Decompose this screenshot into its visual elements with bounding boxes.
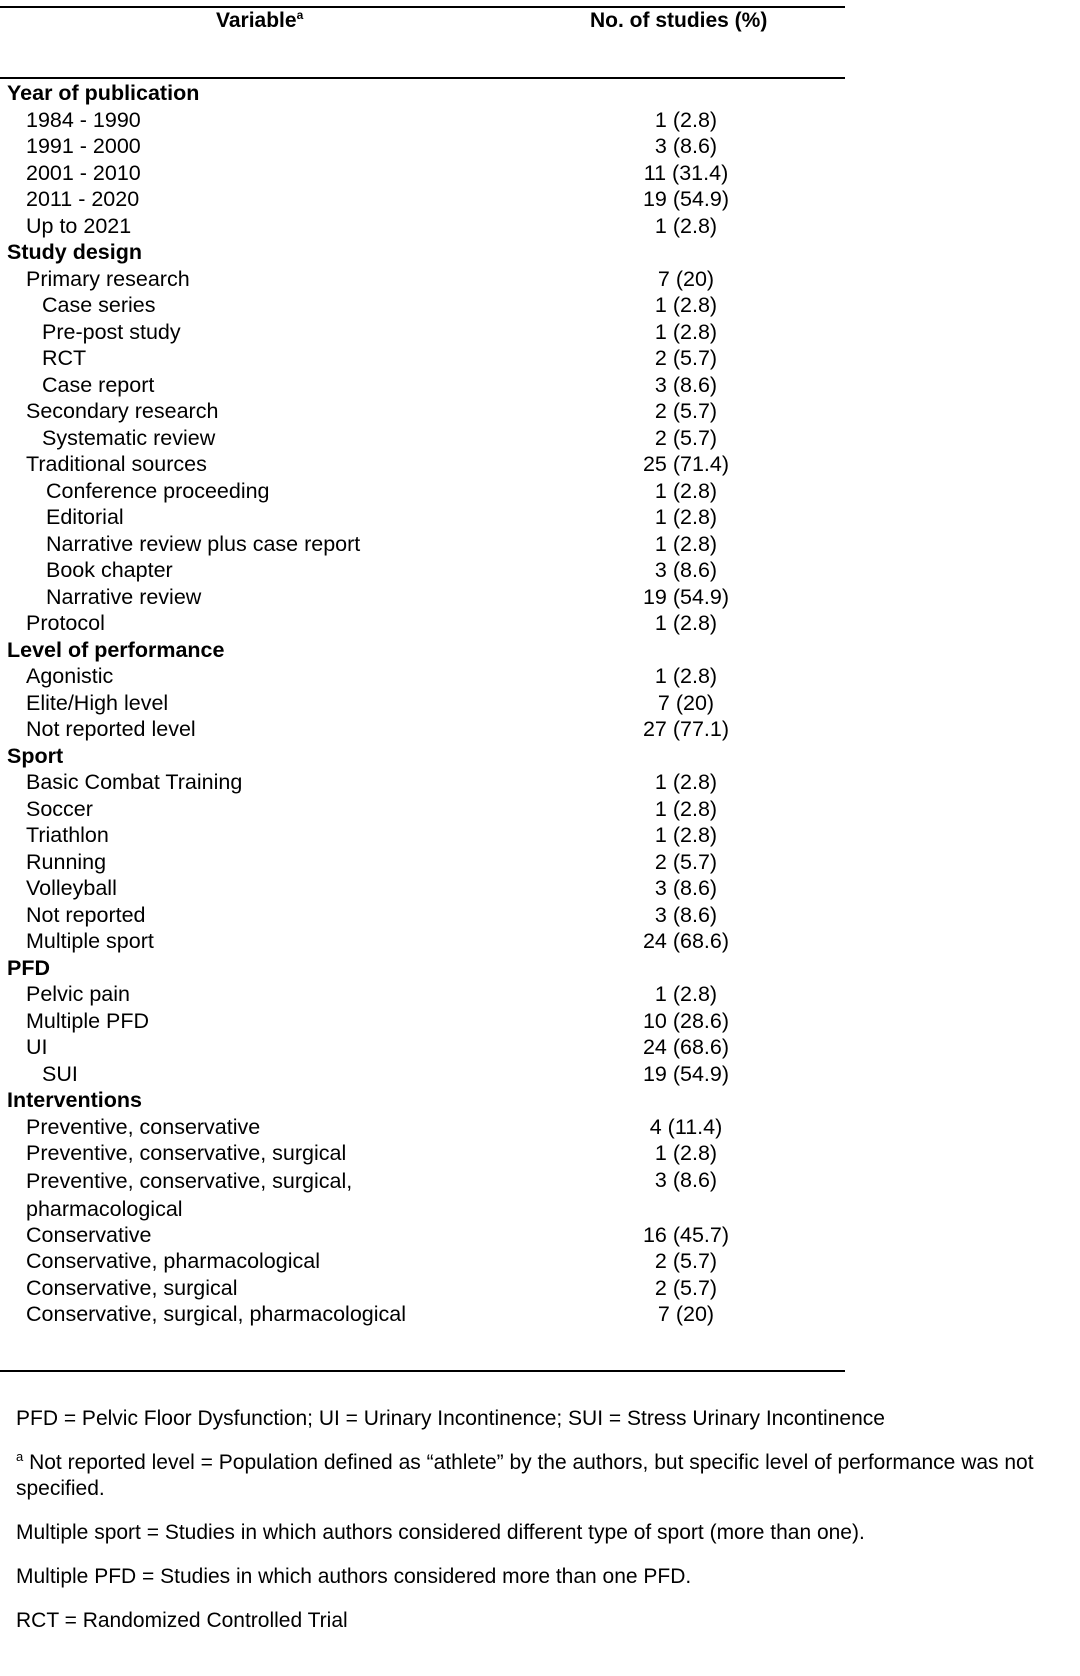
row-label: Secondary research: [26, 399, 219, 423]
row-label: Preventive, conservative: [26, 1114, 261, 1139]
row-label: Running: [26, 849, 107, 874]
row-label: Multiple PFD: [26, 1008, 150, 1033]
row-label: Conference proceeding: [46, 478, 270, 503]
row-label: 1984 - 1990: [26, 107, 141, 132]
table-row: [0, 372, 845, 399]
row-value: 1 (2.8): [654, 531, 718, 556]
row-value: 1 (2.8): [654, 107, 718, 132]
table-row: [0, 160, 845, 187]
row-value: 7 (20): [657, 266, 715, 291]
category-row: [0, 637, 845, 664]
table-row: [0, 557, 845, 584]
row-label: Conservative: [26, 1222, 152, 1247]
table-row: [0, 266, 845, 293]
row-label: Book chapter: [46, 558, 173, 582]
row-label: 2011 - 2020: [26, 187, 140, 211]
table-row: [0, 1114, 845, 1141]
row-label: Pelvic pain: [26, 982, 130, 1006]
column-header-count: No. of studies (%): [590, 9, 768, 32]
row-value: 2 (5.7): [654, 399, 718, 423]
row-label: Not reported level: [26, 717, 196, 741]
column-header-variable-text: Variable: [216, 9, 297, 32]
row-label: Not reported: [26, 902, 146, 927]
row-label: Study design: [7, 240, 142, 264]
row-label: Case report: [42, 372, 155, 397]
row-value: 7 (20): [657, 690, 715, 715]
table-row: [0, 1034, 845, 1061]
row-label: Interventions: [7, 1088, 142, 1112]
table-row: [0, 1275, 845, 1302]
row-value: 3 (8.6): [654, 372, 718, 397]
row-label: Conservative, surgical, pharmacological: [26, 1302, 407, 1326]
table-row: [0, 584, 845, 611]
row-value: 2 (5.7): [654, 849, 718, 874]
row-value: 3 (8.6): [654, 876, 718, 900]
header-bottom-rule: [0, 77, 845, 79]
table-row: [0, 398, 845, 425]
row-value: 3 (8.6): [654, 134, 718, 158]
table-row: [0, 663, 845, 690]
table-row: [0, 213, 845, 240]
row-value: 1 (2.8): [654, 505, 718, 529]
rct-note: RCT = Randomized Controlled Trial: [16, 1609, 348, 1632]
row-value: 10 (28.6): [642, 1008, 730, 1033]
row-label: Narrative review: [46, 584, 202, 609]
category-row: [0, 743, 845, 770]
row-label: Sport: [7, 743, 64, 768]
row-label: Conservative, surgical: [26, 1275, 238, 1300]
row-label: Primary research: [26, 266, 190, 291]
table-row: [0, 928, 845, 955]
row-value: 3 (8.6): [654, 558, 718, 582]
table-row: [0, 1140, 845, 1167]
table-notes: [16, 1406, 1056, 1652]
footnote-a-marker: a: [16, 1449, 24, 1464]
category-row: [0, 1087, 845, 1114]
row-label: Volleyball: [26, 876, 117, 900]
table-row: [0, 133, 845, 160]
row-value: 7 (20): [657, 1302, 715, 1326]
row-label: SUI: [42, 1061, 78, 1086]
row-value: 1 (2.8): [654, 770, 718, 794]
multiple-pfd-note: Multiple PFD = Studies in which authors considered more than one PFD.: [16, 1565, 692, 1588]
row-label: Up to 2021: [26, 213, 132, 238]
table-row: [0, 319, 845, 346]
table-row: [0, 690, 845, 717]
row-value: 24 (68.6): [642, 929, 730, 953]
table-bottom-rule: [0, 1370, 845, 1372]
row-value: 27 (77.1): [642, 717, 730, 741]
table-row: [0, 849, 845, 876]
row-value: 2 (5.7): [654, 346, 718, 370]
row-value: 2 (5.7): [654, 425, 718, 450]
row-label: Preventive, conservative, surgical: [26, 1141, 347, 1165]
row-label: Level of performance: [7, 637, 225, 662]
row-value: 3 (8.6): [654, 902, 718, 927]
row-label: Conservative, pharmacological: [26, 1249, 320, 1273]
row-label: Systematic review: [42, 425, 216, 450]
table-row: [0, 345, 845, 372]
table-row: [0, 875, 845, 902]
row-label: Case series: [42, 293, 156, 317]
row-value: 1 (2.8): [654, 319, 718, 344]
category-row: [0, 955, 845, 982]
table-row: [0, 292, 845, 319]
table-row: [0, 504, 845, 531]
table-row: [0, 981, 845, 1008]
footnote-a-text: Not reported level = Population defined as “athlete” by the authors, but specific level of performance was not specified.: [16, 1451, 1034, 1500]
table-body: [0, 80, 845, 1328]
table-row: [0, 1167, 845, 1222]
row-label: Preventive, conservative, surgical, pharmacological: [26, 1168, 353, 1221]
row-label: Protocol: [26, 611, 105, 635]
footnote-marker: a: [296, 8, 304, 22]
row-value: 1 (2.8): [654, 213, 718, 238]
row-value: 19 (54.9): [642, 187, 730, 211]
row-label: Multiple sport: [26, 929, 154, 953]
row-value: 16 (45.7): [642, 1222, 730, 1247]
row-value: 2 (5.7): [654, 1249, 718, 1273]
multiple-sport-note: Multiple sport = Studies in which authors considered different type of sport (more than one).: [16, 1521, 865, 1544]
table-row: [0, 107, 845, 134]
row-label: 2001 - 2010: [26, 160, 141, 185]
table-row: [0, 610, 845, 637]
table-row: [0, 796, 845, 823]
abbreviations-note: PFD = Pelvic Floor Dysfunction; UI = Urinary Incontinence; SUI = Stress Urinary Incontinence: [16, 1407, 885, 1430]
row-value: 2 (5.7): [654, 1275, 718, 1300]
row-value: 1 (2.8): [654, 1141, 718, 1165]
table-row: [0, 1222, 845, 1249]
row-value: 1 (2.8): [654, 982, 718, 1006]
row-label: Triathlon: [26, 823, 109, 847]
row-value: 1 (2.8): [654, 823, 718, 847]
row-value: 1 (2.8): [654, 611, 718, 635]
row-label: PFD: [7, 955, 50, 980]
row-label: Traditional sources: [26, 452, 207, 476]
table-row: [0, 1248, 845, 1275]
row-value: 25 (71.4): [642, 452, 730, 476]
row-value: 19 (54.9): [642, 584, 730, 609]
table-row: [0, 716, 845, 743]
column-header-variable: [216, 8, 303, 34]
row-label: 1991 - 2000: [26, 134, 141, 158]
row-value: 1 (2.8): [654, 478, 718, 503]
row-value: 11 (31.4): [643, 160, 729, 185]
row-value: 19 (54.9): [642, 1061, 730, 1086]
row-label: Narrative review plus case report: [46, 531, 361, 556]
row-value: 1 (2.8): [654, 664, 718, 688]
table-row: [0, 451, 845, 478]
category-row: [0, 239, 845, 266]
row-label: Year of publication: [7, 81, 200, 105]
footnote-a: [16, 1450, 1056, 1502]
table-row: [0, 478, 845, 505]
row-label: Soccer: [26, 796, 93, 821]
row-value: 24 (68.6): [642, 1035, 730, 1059]
table-row: [0, 531, 845, 558]
table-row: [0, 186, 845, 213]
row-value: 3 (8.6): [654, 1167, 718, 1192]
table-row: [0, 822, 845, 849]
row-label: Editorial: [46, 505, 124, 529]
row-value: 1 (2.8): [654, 796, 718, 821]
category-row: [0, 80, 845, 107]
row-value: 1 (2.8): [654, 293, 718, 317]
table-row: [0, 425, 845, 452]
row-label: Pre-post study: [42, 319, 181, 344]
row-label: Elite/High level: [26, 690, 169, 715]
row-label: RCT: [42, 346, 87, 370]
row-label: Basic Combat Training: [26, 770, 243, 794]
table-row: [0, 769, 845, 796]
row-value: 4 (11.4): [649, 1114, 723, 1139]
table-row: [0, 1008, 845, 1035]
table-row: [0, 1061, 845, 1088]
row-label: Agonistic: [26, 664, 114, 688]
table-row: [0, 902, 845, 929]
row-label: UI: [26, 1035, 48, 1059]
table-row: [0, 1301, 845, 1328]
